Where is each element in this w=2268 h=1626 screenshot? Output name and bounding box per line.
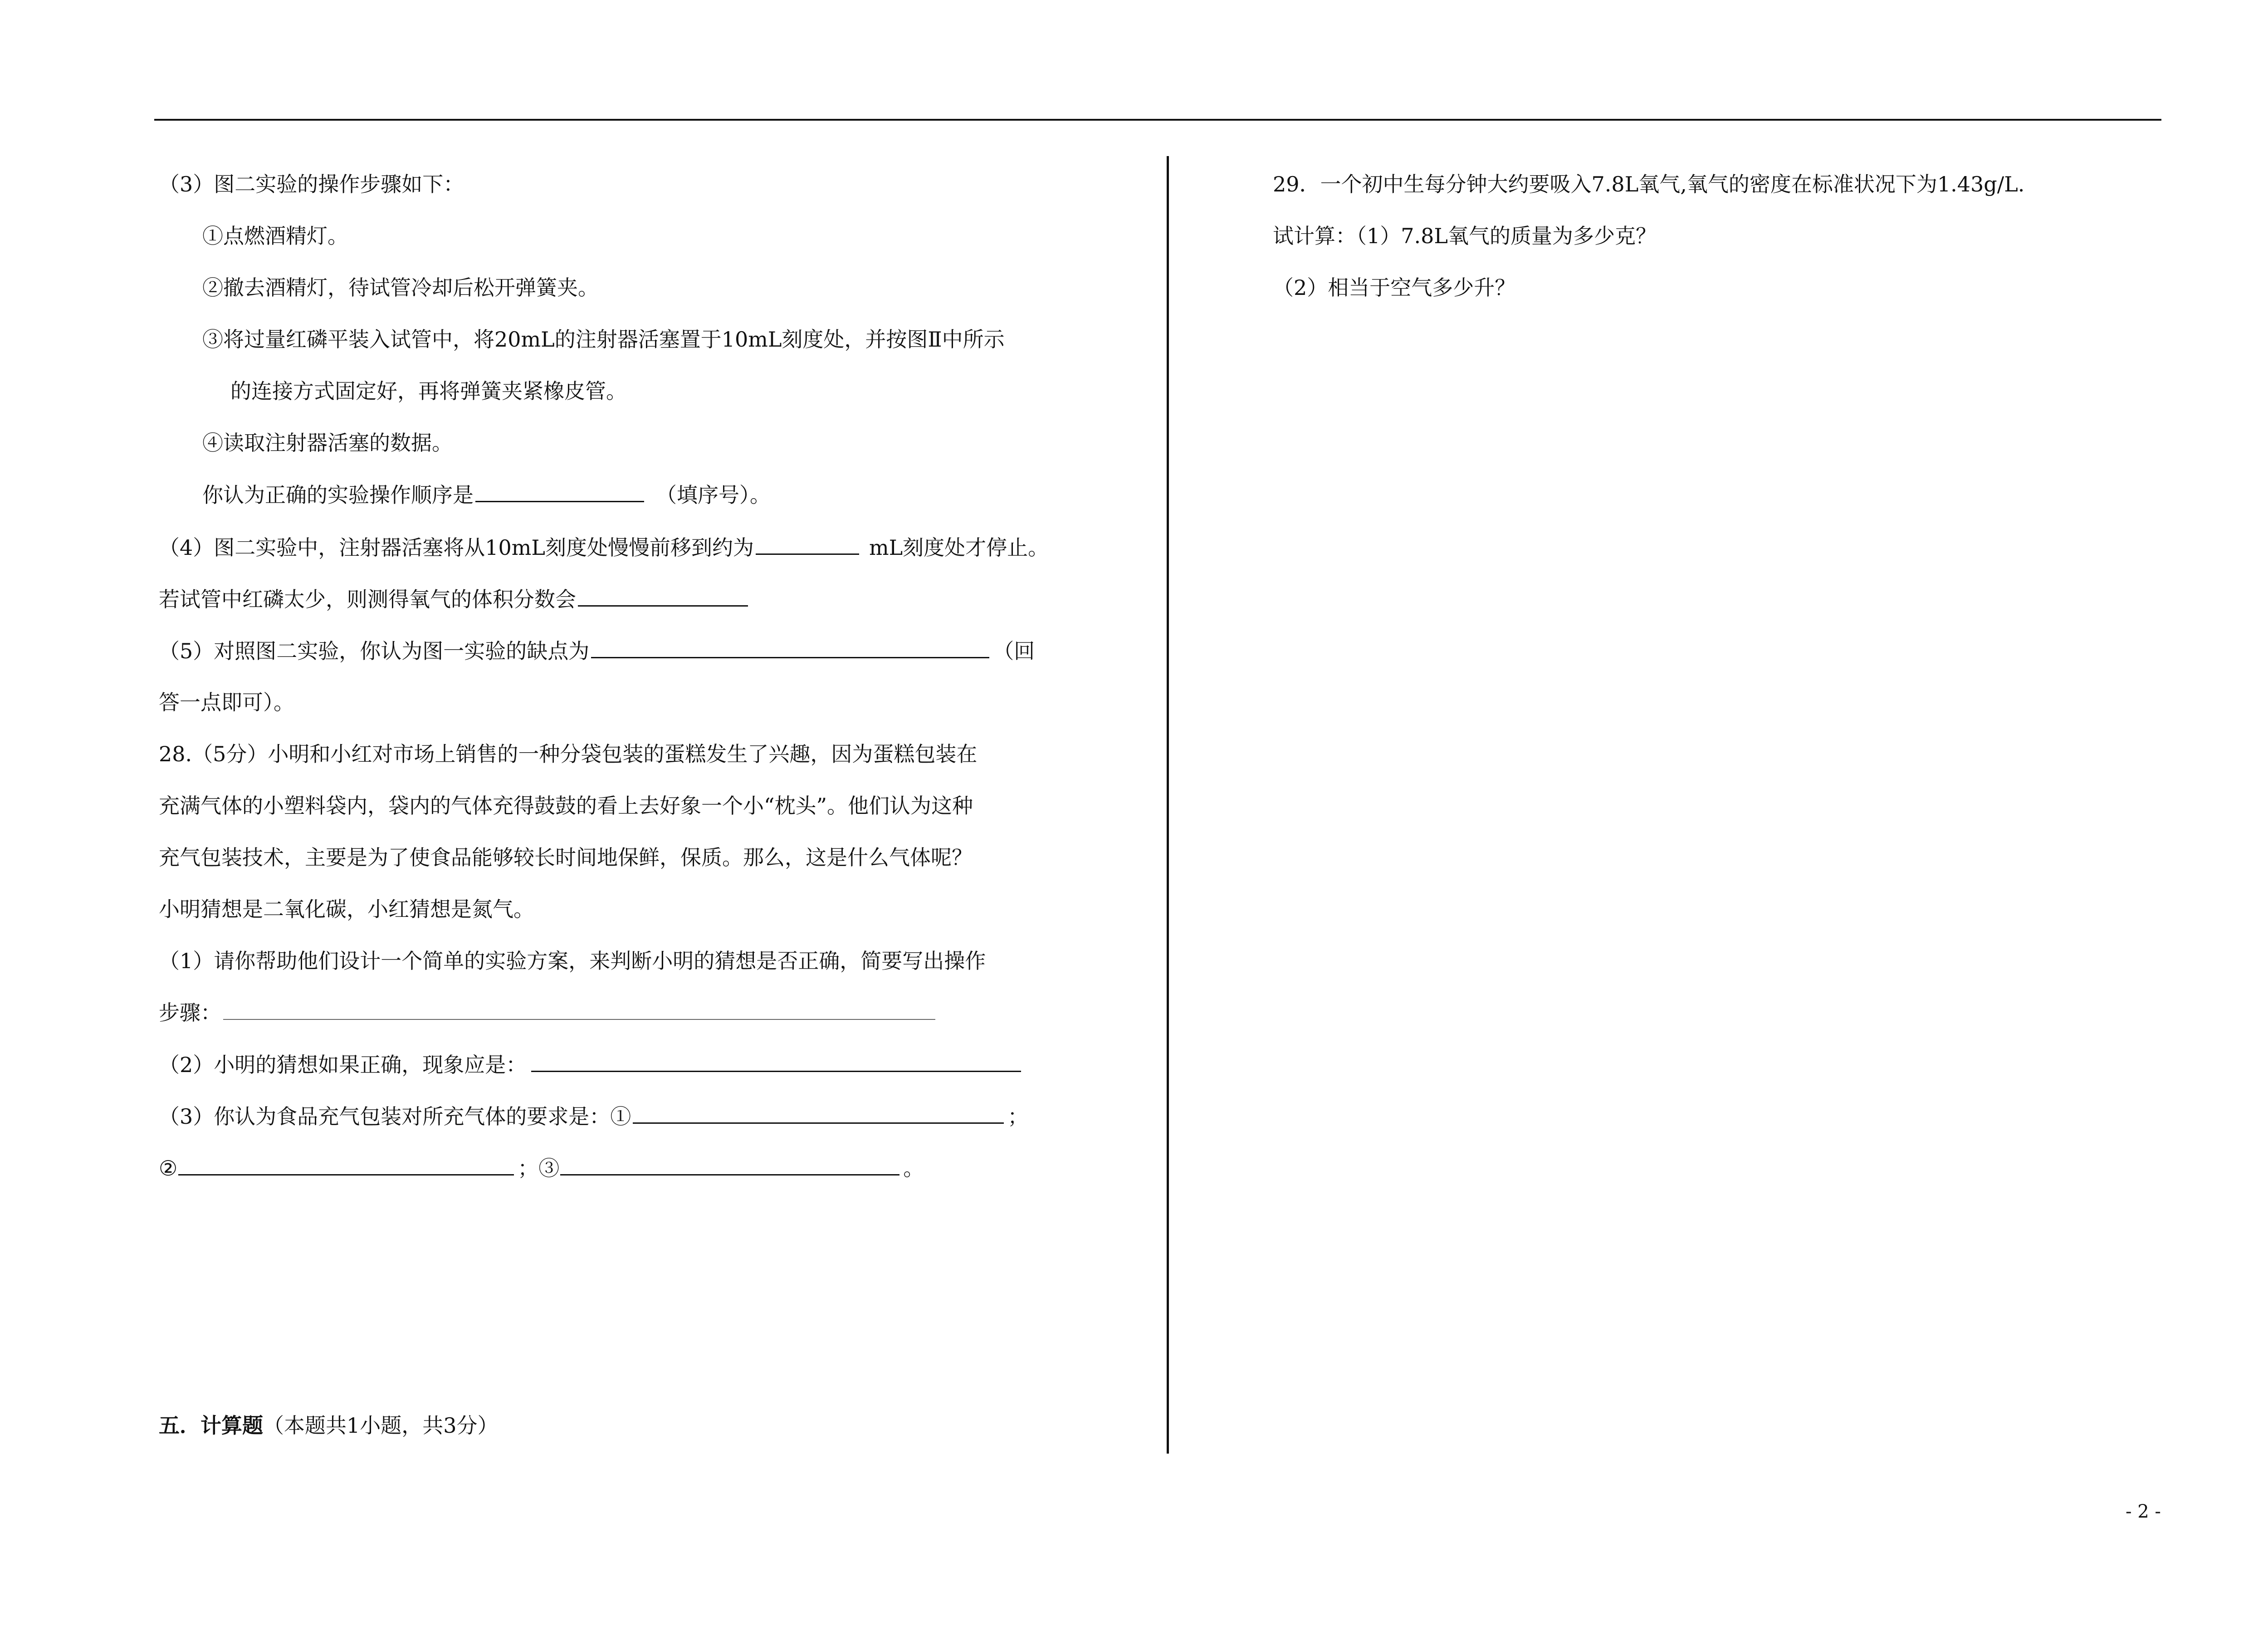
page-number: - 2 -	[2126, 1501, 2161, 1522]
q3-step-4: ④读取注射器活塞的数据。	[202, 431, 453, 455]
section-5-heading	[159, 1412, 499, 1439]
q3-order-line	[202, 481, 771, 509]
q3-title: （3）图二实验的操作步骤如下：	[159, 172, 464, 196]
q28-3-sep: ；	[1007, 1104, 1029, 1129]
q28-3-line-2	[159, 1154, 924, 1182]
q4-line-2	[159, 585, 748, 613]
q28-2-line	[159, 1051, 1021, 1078]
q28-line-2: 充满气体的小塑料袋内，袋内的气体充得鼓鼓的看上去好象一个小“枕头”。他们认为这种	[159, 793, 973, 818]
q4-answer-blank[interactable]	[756, 534, 859, 555]
q3-step-2: ②撤去酒精灯，待试管冷却后松开弹簧夹。	[202, 275, 599, 300]
q28-1-line-1: （1）请你帮助他们设计一个简单的实验方案，来判断小明的猜想是否正确，简要写出操作	[159, 949, 986, 973]
q28-2-answer-blank[interactable]	[531, 1051, 1021, 1072]
q28-2-prefix: （2）小明的猜想如果正确，现象应是：	[159, 1053, 527, 1077]
q28-line-1: 28.（5分）小明和小红对市场上销售的一种分袋包装的蛋糕发生了兴趣，因为蛋糕包装在	[159, 742, 978, 766]
q3-step-1: ①点燃酒精灯。	[202, 224, 348, 248]
q28-3-answer-blank-1[interactable]	[633, 1102, 1004, 1124]
q28-3-line-1	[159, 1102, 1028, 1130]
q4-oxygen-blank[interactable]	[578, 585, 748, 607]
column-divider	[1167, 156, 1169, 1454]
q28-1-label: 步骤：	[159, 1000, 221, 1025]
q4-line2-prefix: 若试管中红磷太少，则测得氧气的体积分数会	[159, 587, 576, 612]
q5-prefix: （5）对照图二实验，你认为图一实验的缺点为	[159, 639, 590, 663]
q3-step-3-line1: ③将过量红磷平装入试管中，将20mL的注射器活塞置于10mL刻度处，并按图Ⅱ中所示	[202, 327, 1005, 352]
q28-3-prefix: （3）你认为食品充气包装对所充气体的要求是：①	[159, 1104, 631, 1129]
q28-line-4: 小明猜想是二氧化碳，小红猜想是氮气。	[159, 897, 534, 921]
section-5-note: （本题共1小题，共3分）	[263, 1413, 499, 1438]
q5-suffix: （回	[993, 639, 1035, 663]
q28-3-end: 。	[903, 1156, 924, 1180]
q3-step-3-line2: 的连接方式固定好，再将弹簧夹紧橡皮管。	[230, 379, 627, 403]
q28-3-mark-3: ；③	[518, 1156, 560, 1180]
q5-line-2: 答一点即可）。	[159, 690, 294, 715]
q3-order-answer-blank[interactable]	[475, 481, 644, 502]
q5-line-1	[159, 637, 1035, 665]
q28-3-answer-blank-3[interactable]	[560, 1154, 899, 1175]
q29-line-2: 试计算：（1）7.8L氧气的质量为多少克？	[1273, 224, 1657, 248]
q28-3-mark-2: ②	[159, 1156, 178, 1180]
section-5-title: 五．计算题	[159, 1413, 263, 1438]
q3-order-prefix: 你认为正确的实验操作顺序是	[202, 483, 474, 507]
q3-order-suffix: （填序号）。	[656, 483, 771, 507]
q29-line-1: 29．一个初中生每分钟大约要吸入7.8L氧气,氧气的密度在标准状况下为1.43g/L.	[1273, 172, 2025, 196]
q28-1-answer-blank[interactable]	[223, 999, 935, 1020]
q29-line-3: （2）相当于空气多少升？	[1273, 275, 1516, 300]
q5-answer-blank[interactable]	[591, 637, 989, 658]
header-rule	[154, 119, 2161, 121]
q4-line-1	[159, 534, 1049, 561]
q28-line-3: 充气包装技术，主要是为了使食品能够较长时间地保鲜，保质。那么，这是什么气体呢？	[159, 845, 973, 870]
q28-1-line-2	[159, 999, 935, 1026]
q4-prefix: （4）图二实验中，注射器活塞将从10mL刻度处慢慢前移到约为	[159, 535, 754, 560]
q28-3-answer-blank-2[interactable]	[178, 1154, 514, 1175]
q4-suffix: mL刻度处才停止。	[869, 535, 1049, 560]
